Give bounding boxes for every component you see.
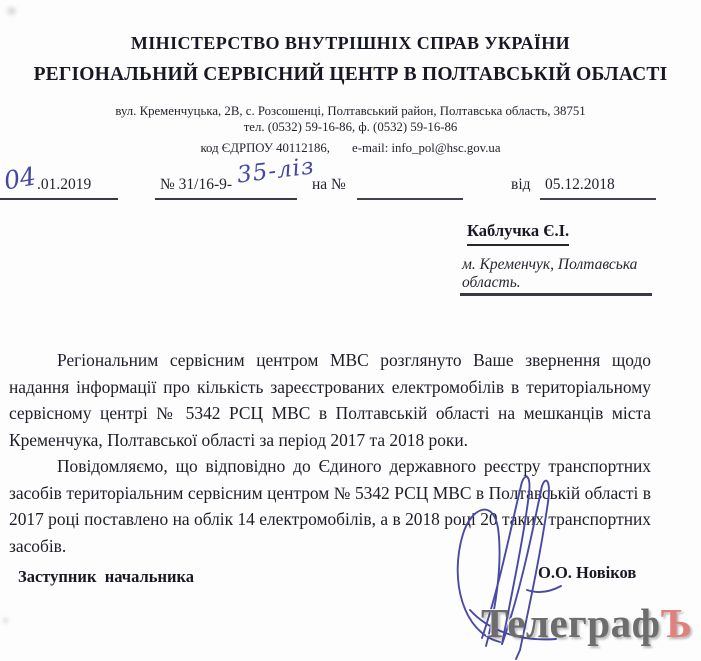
signer-position-title: Заступник начальника <box>18 567 194 586</box>
code-email-line <box>0 141 701 156</box>
watermark-text: Телеграф <box>481 600 661 646</box>
recipient-address-line1: м. Кременчук, Полтавська <box>462 256 638 273</box>
phone-line: тел. (0532) 59-16-86, ф. (0532) 59-16-86 <box>243 120 458 134</box>
incoming-date-underline <box>540 198 656 200</box>
doc-number-prefix: № 31/16-9- <box>160 176 233 193</box>
from-label: від <box>511 176 531 193</box>
ministry-title: МІНІСТЕРСТВО ВНУТРІШНІХ СПРАВ УКРАЇНИ <box>130 33 571 53</box>
date-underline <box>0 198 118 200</box>
handwritten-doc-number: 35-ліз <box>235 153 316 189</box>
scan-smudge <box>7 7 16 15</box>
handwritten-day: 04 <box>1 161 39 196</box>
watermark-accent-letter: Ъ <box>660 600 693 646</box>
service-center-title: РЕГІОНАЛЬНИЙ СЕРВІСНИЙ ЦЕНТР В ПОЛТАВСЬКІЙ ОБЛАСТІ <box>33 64 668 85</box>
outgoing-date: .01.2019 <box>37 176 92 193</box>
incoming-date: 05.12.2018 <box>545 176 615 193</box>
recipient-name: Каблучка Є.І. <box>467 221 569 246</box>
address-line: вул. Кременчуцька, 2В, с. Розсошенці, Полтавський район, Полтавська область, 38751 <box>115 104 586 118</box>
recipient-underline <box>460 293 652 296</box>
edrpou-code: код ЄДРПОУ 40112186, <box>200 141 331 155</box>
recipient-address <box>462 256 677 291</box>
telegraf-watermark <box>481 599 692 647</box>
scan-smudge <box>3 618 8 623</box>
reply-to-label: на № <box>312 176 346 193</box>
body-paragraph-1: Регіональним сервісним центром МВС розглянуто Ваше звернення щодо надання інформації про кількість зареєстрованих електромобілів в територіальному сервісному центрі № 5342 РСЦ МВС в Полтавській області на мешканців міста Кременчука, Полтавської області за період 2017 та 2018 роки. <box>9 350 651 450</box>
signer-name: О.О. Новіков <box>538 563 637 582</box>
doc-number-underline <box>155 198 297 200</box>
body-paragraph-2: Повідомляємо, що відповідно до Єдиного державного реєстру транспортних засобів територіальним сервісним центром № 5342 РСЦ МВС в Полтавській області в 2017 році поставлено на облік 14 електромобілів, а в 2018 році 20 таких транспортних засобів. <box>9 456 651 556</box>
recipient-address-line2: область. <box>462 273 521 291</box>
reply-number-blank-underline <box>357 198 463 200</box>
email-address: e-mail: info_pol@hsc.gov.ua <box>352 141 501 155</box>
